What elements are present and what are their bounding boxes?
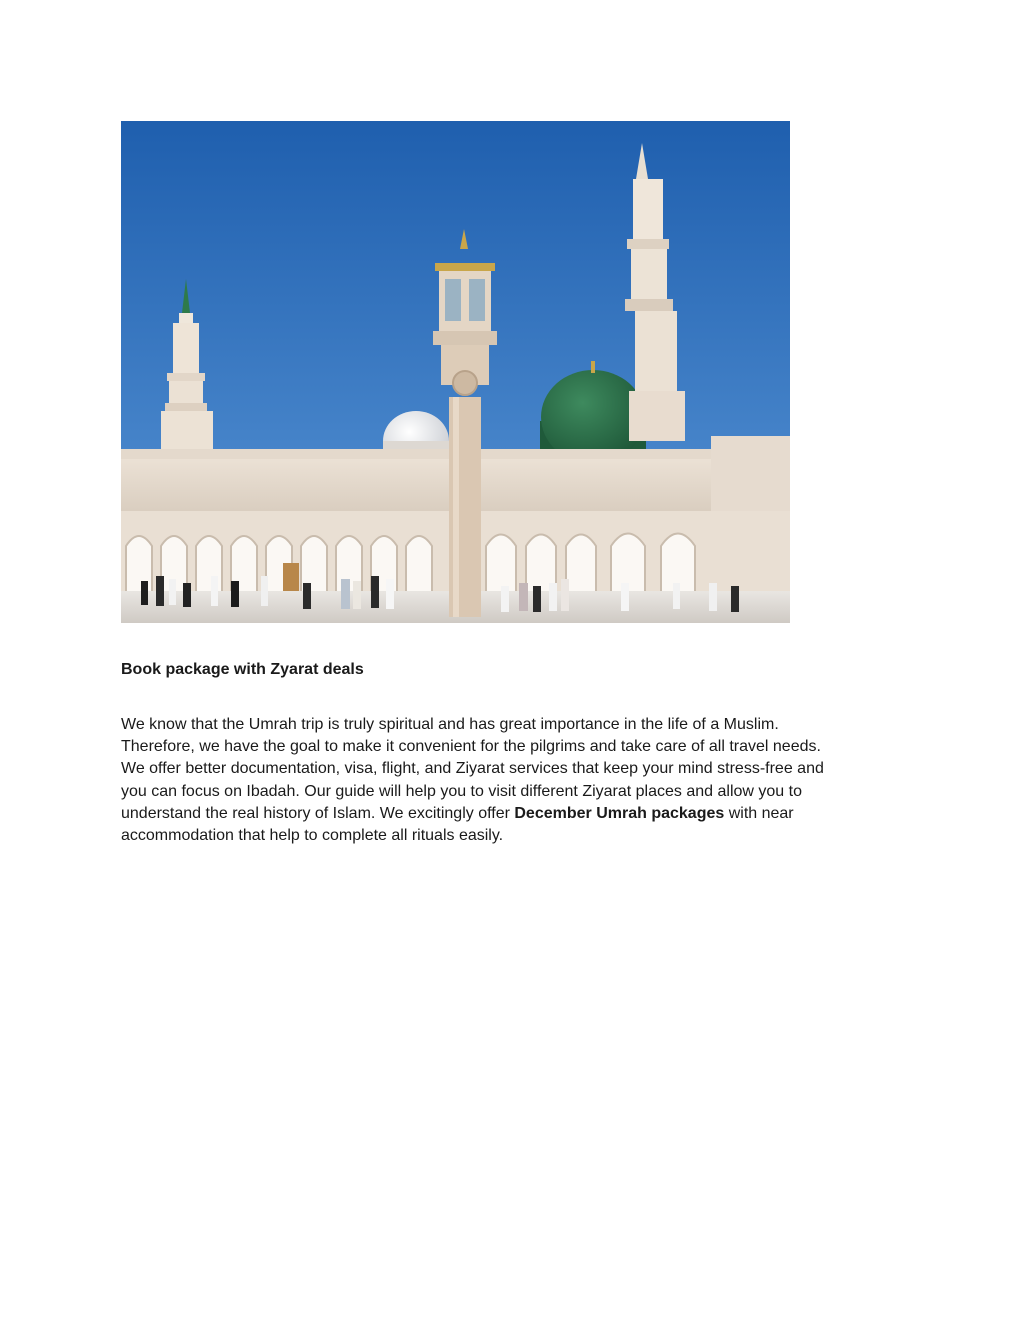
paragraph-line: We offer better documentation, visa, flight, and Ziyarat services that keep your mind stress-free and: [121, 760, 824, 778]
paragraph-line: accommodation that help to complete all rituals easily.: [121, 827, 504, 845]
mosque-photo: [121, 121, 790, 623]
paragraph-line: We know that the Umrah trip is truly spiritual and has great importance in the life of a Muslim.: [121, 716, 779, 733]
paragraph-text: with near: [724, 804, 794, 822]
paragraph-line: Therefore, we have the goal to make it convenient for the pilgrims and take care of all travel needs.: [121, 738, 821, 756]
section-heading: Book package with Zyarat deals: [121, 661, 364, 678]
paragraph-line: [121, 803, 911, 825]
paragraph-line: you can focus on Ibadah. Our guide will help you to visit different Ziyarat places and allow you to: [121, 782, 802, 800]
paragraph-text: understand the real history of Islam. We excitingly offer: [121, 804, 515, 822]
body-paragraph: [121, 714, 911, 847]
december-umrah-packages-link[interactable]: December Umrah packages: [514, 804, 725, 822]
